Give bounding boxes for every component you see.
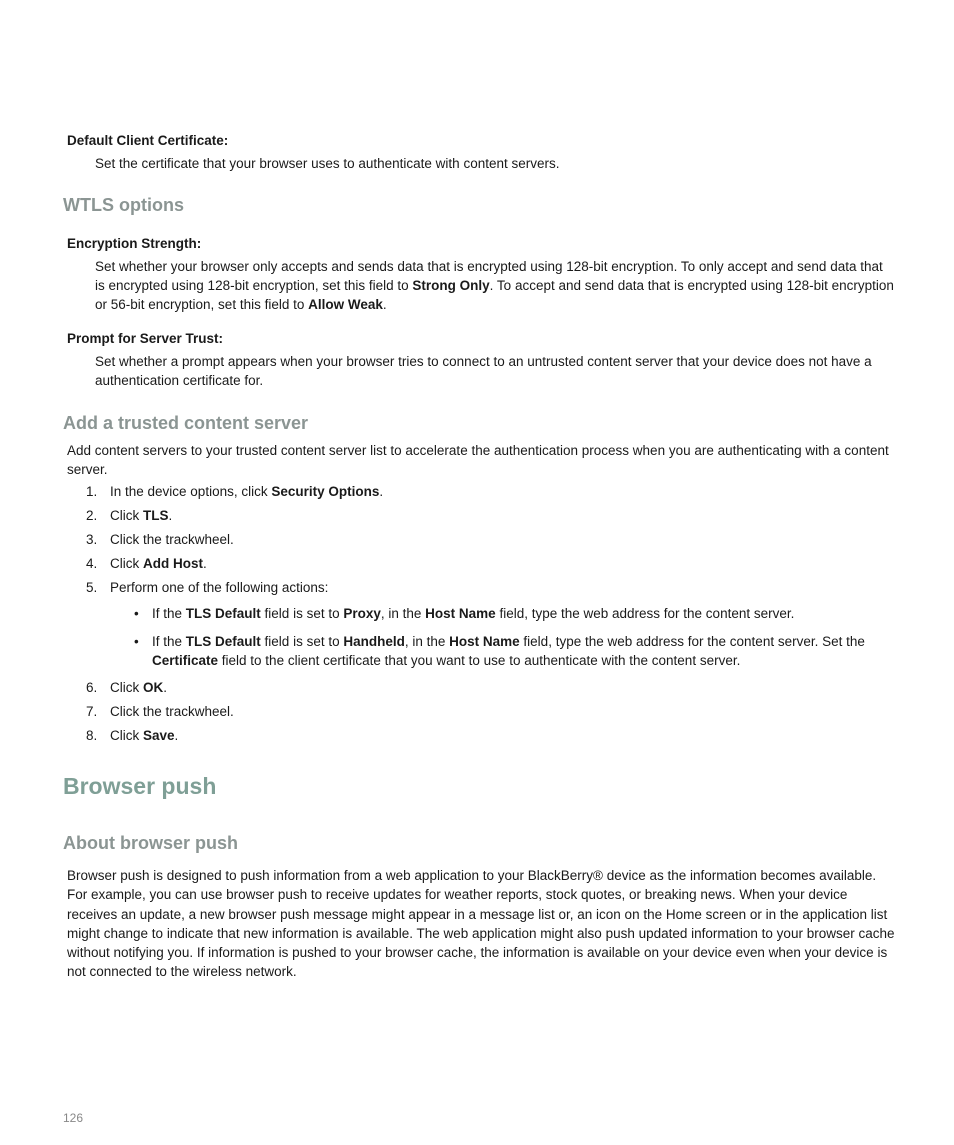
page-number: 126 [63,1111,84,1125]
wtls-options-heading: WTLS options [63,195,184,215]
default-client-certificate-desc: Set the certificate that your browser uses to authenticate with content servers. [95,156,560,171]
step-5: 5. Perform one of the following actions: [86,580,329,595]
add-trusted-server-intro: Add content servers to your trusted content server list to accelerate the authentication process when you are authenticating with a content server. [67,443,889,478]
encryption-strength-term: Encryption Strength: [67,236,202,251]
step-2: 2. Click TLS. [86,508,173,523]
add-trusted-server-heading: Add a trusted content server [63,413,309,433]
bullet-icon: • [134,606,139,621]
default-client-certificate-term: Default Client Certificate: [67,133,229,148]
encryption-strength-desc: Set whether your browser only accepts and sends data that is encrypted using 128-bit encryption. To only accept and send data that is encrypted using 128-bit encryption, set this field to Strong Only. To accept and send data that is encrypted using 128-bit encryption or 56-bit encryption, set this field to Allow Weak. [95,259,894,312]
prompt-server-trust-term: Prompt for Server Trust: [67,331,224,346]
step-7: 7. Click the trackwheel. [86,704,234,719]
step-8: 8. Click Save. [86,728,179,743]
bullet-icon: • [134,634,139,649]
prompt-server-trust-desc: Set whether a prompt appears when your browser tries to connect to an untrusted content server that your device does not have a authentication certificate for. [95,354,872,388]
step-3: 3. Click the trackwheel. [86,532,234,547]
step-5-bullet-proxy: • If the TLS Default field is set to Proxy, in the Host Name field, type the web address for the content server. [134,606,795,621]
browser-push-heading: Browser push [63,773,217,799]
about-browser-push-heading: About browser push [63,833,238,853]
step-1: 1. In the device options, click Security Options. [86,484,384,499]
about-browser-push-text: Browser push is designed to push information from a web application to your BlackBerry® device as the information becomes available. For example, you can use browser push to receive updates for weather reports, stock quotes, or breaking news. When your device receives an update, a new browser push message might appear in a message list or, an icon on the Home screen or in the application list might change to indicate that new information is available. The web application might also push updated information to your browser cache without notifying you. If information is pushed to your browser cache, the information is available on your device even when your device is not connected to the wireless network. [67,868,895,980]
step-6: 6. Click OK. [86,680,168,695]
step-5-bullet-handheld: • If the TLS Default field is set to Handheld, in the Host Name field, type the web address for the content server. Set the Certificate field to the client certificate that you want to use to authenticate with the content server. [134,634,865,668]
step-4: 4. Click Add Host. [86,556,207,571]
